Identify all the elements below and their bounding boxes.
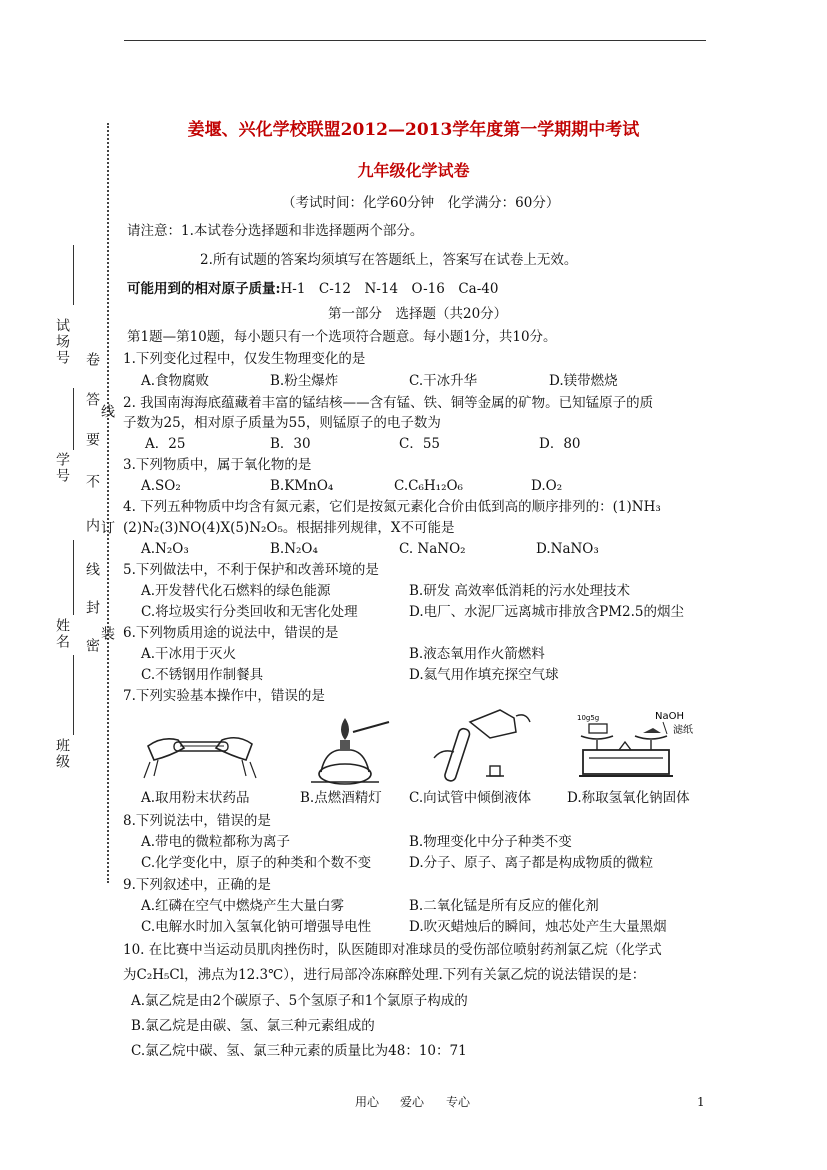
exam-title: 姜堰、兴化学校联盟2012—2013学年度第一学期期中考试 <box>187 120 640 140</box>
q4-option-b: B.N₂O₄ <box>270 541 318 557</box>
q8-option-a: A.带电的微粒都称为离子 <box>141 834 291 850</box>
q9-option-a: A.红磷在空气中燃烧产生大量白雾 <box>141 898 345 914</box>
balance-figure <box>575 706 715 786</box>
page-number: 1 <box>697 1095 705 1109</box>
exam-room-label: 试场号 <box>54 318 70 366</box>
q8-option-d: D.分子、原子、离子都是构成物质的微粒 <box>409 855 654 871</box>
q7-option-d: D.称取氢氧化钠固体 <box>567 790 690 806</box>
class-line <box>73 655 74 735</box>
q6-option-b: B.液态氧用作火箭燃料 <box>409 646 545 662</box>
q7-option-b: B.点燃酒精灯 <box>300 790 382 806</box>
q3-option-d: D.O₂ <box>531 478 563 494</box>
q2-option-b: B．30 <box>270 436 311 452</box>
q8-option-c: C.化学变化中，原子的种类和个数不变 <box>141 855 372 871</box>
atomic-mass-label: 可能用到的相对原子质量: <box>127 281 281 297</box>
question-10-line-2: 为C₂H₅Cl，沸点为12.3℃），进行局部冷冻麻醉处理.下列有关氯乙烷的说法错误的是： <box>123 967 646 983</box>
header-rule <box>124 40 706 41</box>
student-no-label: 学号 <box>54 452 70 484</box>
q9-option-c: C.电解水时加入氢氧化钠可增强导电性 <box>141 919 372 935</box>
student-no-line <box>73 388 74 450</box>
question-3: 3.下列物质中，属于氧化物的是 <box>123 457 312 473</box>
question-6: 6.下列物质用途的说法中，错误的是 <box>123 625 339 641</box>
exam-subtitle: 九年级化学试卷 <box>357 161 470 180</box>
question-2-line-2: 子数为25，相对原子质量为55，则锰原子的电子数为 <box>123 415 441 431</box>
seal-char: 密 <box>84 638 100 654</box>
question-1: 1.下列变化过程中，仅发生物理变化的是 <box>123 351 366 367</box>
q2-option-d: D．80 <box>539 436 581 452</box>
atomic-mass-values: H-1 C-12 N-14 O-16 Ca-40 <box>280 281 499 297</box>
footer-motto-3: 专心 <box>446 1095 471 1109</box>
question-4-line-2: (2)N₂(3)NO(4)X(5)N₂O₅。根据排列规律，X不可能是 <box>123 520 455 536</box>
q1-option-b: B.粉尘爆炸 <box>270 373 339 389</box>
class-label: 班级 <box>54 738 70 770</box>
name-line <box>73 540 74 615</box>
weights-label: 10g5g <box>577 714 600 722</box>
seal-char: 答 <box>84 392 100 408</box>
question-7: 7.下列实验基本操作中，错误的是 <box>123 688 325 704</box>
seal-char: 线 <box>99 404 115 420</box>
filter-paper-label: 滤纸 <box>673 725 693 736</box>
question-5: 5.下列做法中，不利于保护和改善环境的是 <box>123 562 379 578</box>
seal-char: 内 <box>84 518 100 534</box>
q6-option-a: A.干冰用于灭火 <box>141 646 237 662</box>
q3-option-c: C.C₆H₁₂O₆ <box>394 478 463 494</box>
seal-char: 线 <box>84 562 100 578</box>
alcohol-lamp-figure <box>305 712 395 792</box>
question-4-line-1: 4. 下列五种物质中均含有氮元素，它们是按氮元素化合价由低到高的顺序排列的：(1)NH₃ <box>123 499 661 515</box>
exam-room-line <box>73 245 74 305</box>
question-10-line-1: 10. 在比赛中当运动员肌肉挫伤时，队医随即对准球员的受伤部位喷射药剂氯乙烷（化学式 <box>123 942 662 958</box>
q10-option-a: A.氯乙烷是由2个碳原子、5个氢原子和1个氯原子构成的 <box>131 993 468 1009</box>
exam-info: （考试时间：化学60分钟 化学满分：60分） <box>282 195 560 211</box>
powder-spatula-figure <box>140 718 260 788</box>
section-instructions: 第1题—第10题，每小题只有一个选项符合题意。每小题1分，共10分。 <box>127 329 557 345</box>
seal-dotted-line <box>107 123 109 883</box>
q2-option-a: A．25 <box>145 436 186 452</box>
q9-option-b: B.二氧化锰是所有反应的催化剂 <box>409 898 599 914</box>
q8-option-b: B.物理变化中分子种类不变 <box>409 834 572 850</box>
q4-option-c: C. NaNO₂ <box>399 541 466 557</box>
question-8: 8.下列说法中，错误的是 <box>123 813 271 829</box>
q6-option-c: C.不锈钢用作制餐具 <box>141 667 264 683</box>
q7-option-a: A.取用粉末状药品 <box>141 790 250 806</box>
seal-char: 封 <box>84 600 100 616</box>
seal-char: 装 <box>99 626 115 642</box>
q3-option-a: A.SO₂ <box>141 478 181 494</box>
seal-char: 要 <box>84 432 100 448</box>
q10-option-b: B.氯乙烷是由碳、氢、氯三种元素组成的 <box>131 1018 375 1034</box>
q1-option-d: D.镁带燃烧 <box>549 373 618 389</box>
q9-option-d: D.吹灭蜡烛后的瞬间，烛芯处产生大量黑烟 <box>409 919 667 935</box>
q5-option-c: C.将垃圾实行分类回收和无害化处理 <box>141 604 358 620</box>
q7-option-c: C.向试管中倾倒液体 <box>409 790 532 806</box>
question-9: 9.下列叙述中，正确的是 <box>123 877 271 893</box>
q1-option-c: C.干冰升华 <box>409 373 478 389</box>
pouring-liquid-figure <box>430 708 540 788</box>
q5-option-b: B.研发 高效率低消耗的污水处理技术 <box>409 583 631 599</box>
naoh-label: NaOH <box>655 711 684 722</box>
question-2-line-1: 2. 我国南海海底蕴藏着丰富的锰结核——含有锰、铁、铜等金属的矿物。已知锰原子的质 <box>123 395 654 411</box>
q4-option-a: A.N₂O₃ <box>141 541 189 557</box>
q4-option-d: D.NaNO₃ <box>536 541 599 557</box>
atomic-mass-line <box>127 280 498 298</box>
q5-option-a: A.开发替代化石燃料的绿色能源 <box>141 583 331 599</box>
footer-motto-2: 爱心 <box>400 1095 425 1109</box>
q1-option-a: A.食物腐败 <box>141 373 210 389</box>
note-2: 2.所有试题的答案均须填写在答题纸上，答案写在试卷上无效。 <box>200 252 578 268</box>
seal-char: 卷 <box>84 352 100 368</box>
q5-option-d: D.电厂、水泥厂远离城市排放含PM2.5的烟尘 <box>409 604 685 620</box>
seal-char: 不 <box>84 474 100 490</box>
name-label: 姓名 <box>54 618 70 650</box>
q3-option-b: B.KMnO₄ <box>270 478 334 494</box>
q10-option-c: C.氯乙烷中碳、氢、氯三种元素的质量比为48：10：71 <box>131 1043 467 1059</box>
note-1: 请注意：1.本试卷分选择题和非选择题两个部分。 <box>127 223 424 239</box>
footer-motto-1: 用心 <box>355 1095 380 1109</box>
q2-option-c: C．55 <box>399 436 441 452</box>
q6-option-d: D.氦气用作填充探空气球 <box>409 667 559 683</box>
seal-char: 订 <box>99 520 115 536</box>
section-title: 第一部分 选择题（共20分） <box>328 306 508 322</box>
